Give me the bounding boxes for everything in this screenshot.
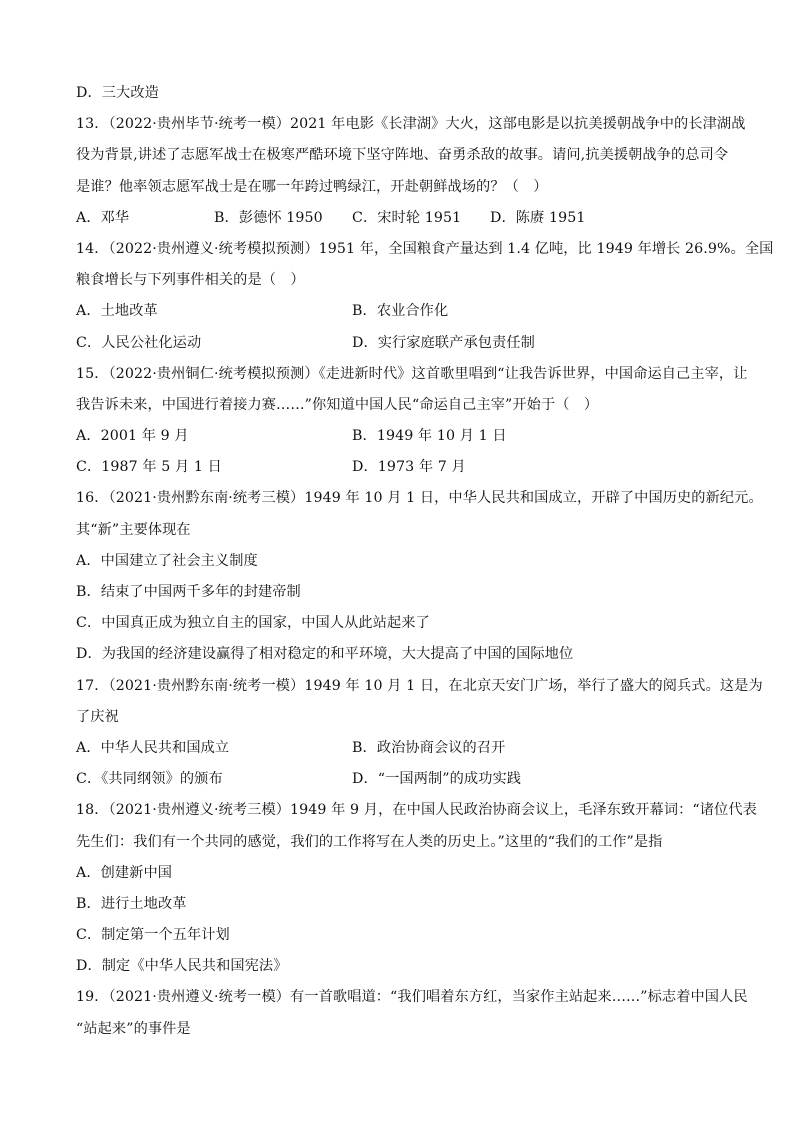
q17-option-a: A．中华人民共和国成立: [76, 739, 230, 756]
q15-options-row-1: [76, 421, 736, 452]
q14-options-row-2: [76, 328, 736, 359]
q13-option-d: D．陈赓 1951: [490, 209, 586, 226]
q17-options-row-2: [76, 764, 736, 795]
q18-stem-line-1: 18．（2021·贵州遵义·统考三模）1949 年 9 月，在中国人民政治协商会议上，毛泽东致开幕词：“诸位代表: [76, 802, 757, 819]
q17-stem-line-1: 17．（2021·贵州黔东南·统考一模）1949 年 10 月 1 日，在北京天安门广场，举行了盛大的阅兵式。这是为: [76, 677, 763, 694]
q13-stem-line-3: 是谁？他率领志愿军战士是在哪一年跨过鸭绿江，开赴朝鲜战场的？（ ）: [76, 178, 548, 195]
q19-stem-line-1: 19．（2021·贵州遵义·统考一模）有一首歌唱道：“我们唱着东方红，当家作主站起来……”标志着中国人民: [76, 989, 748, 1006]
q16-stem-line-1: 16．（2021·贵州黔东南·统考三模）1949 年 10 月 1 日，中华人民共和国成立，开辟了中国历史的新纪元。: [76, 490, 763, 507]
q17-option-d: D．“一国两制”的成功实践: [352, 771, 522, 788]
q17-option-c: C．《共同纲领》的颁布: [76, 771, 223, 788]
q17-option-b: B．政治协商会议的召开: [352, 739, 506, 756]
q13-options: [76, 203, 736, 234]
q15-option-a: A．2001 年 9 月: [76, 428, 189, 445]
q18-option-a: A．创建新中国: [76, 864, 173, 881]
q17-stem-line-2: 了庆祝: [76, 708, 119, 725]
q16-option-b: B．结束了中国两千多年的封建帝制: [76, 584, 301, 600]
q13-stem-line-2: 役为背景,讲述了志愿军战士在极寒严酷环境下坚守阵地、奋勇杀敌的故事。请问,抗美援朝战争的总司令: [76, 147, 729, 164]
q15-stem-line-2: 我告诉未来，中国进行着接力赛……”你知道中国人民“命运自己主宰”开始于（ ）: [76, 396, 599, 413]
q14-stem-line-2: 粮食增长与下列事件相关的是（ ）: [76, 272, 305, 289]
q17-options-row-1: [76, 733, 736, 764]
q14-option-d: D．实行家庭联产承包责任制: [352, 334, 535, 351]
q19-stem-line-2: “站起来”的事件是: [76, 1020, 191, 1037]
q14-option-c: C．人民公社化运动: [76, 334, 202, 351]
q14-option-b: B．农业合作化: [352, 303, 449, 320]
q14-options-row-1: [76, 296, 736, 327]
q18-option-c: C．制定第一个五年计划: [76, 927, 230, 944]
q16-option-d: D．为我国的经济建设赢得了相对稳定的和平环境，大大提高了中国的国际地位: [76, 646, 574, 663]
q13-stem-line-1: 13．（2022·贵州毕节·统考一模）2021 年电影《长津湖》大火，这部电影是以抗美援朝战争中的长津湖战: [76, 116, 746, 133]
q16-option-a: A．中国建立了社会主义制度: [76, 552, 258, 569]
q16-option-c: C．中国真正成为独立自主的国家，中国人从此站起来了: [76, 615, 430, 632]
q15-stem-line-1: 15．（2022·贵州铜仁·统考模拟预测）《走进新时代》这首歌里唱到“让我告诉世界，中国命运自己主宰，让: [76, 365, 748, 382]
q18-stem-line-2: 先生们：我们有一个共同的感觉，我们的工作将写在人类的历史上。”这里的“我们的工作”是指: [76, 833, 663, 850]
q18-option-d: D．制定《中华人民共和国宪法》: [76, 958, 288, 975]
q14-stem-line-1: 14．（2022·贵州遵义·统考模拟预测）1951 年，全国粮食产量达到 1.4 亿吨，比 1949 年增长 26.9%。全国: [76, 240, 774, 257]
q14-option-a: A．土地改革: [76, 303, 158, 320]
q16-stem-line-2: 其“新”主要体现在: [76, 521, 191, 538]
q15-option-d: D．1973 年 7 月: [352, 459, 466, 476]
q13-option-b: B．彭德怀 1950: [214, 209, 323, 226]
q18-option-b: B．进行土地改革: [76, 895, 187, 912]
q13-option-c: C．宋时轮 1951: [352, 209, 462, 226]
question-list: [76, 78, 774, 1045]
q15-options-row-2: [76, 452, 736, 483]
q12-option-d: D．三大改造: [76, 85, 159, 101]
q15-option-b: B．1949 年 10 月 1 日: [352, 428, 507, 445]
q15-option-c: C．1987 年 5 月 1 日: [76, 459, 222, 476]
q13-option-a: A．邓华: [76, 209, 130, 226]
